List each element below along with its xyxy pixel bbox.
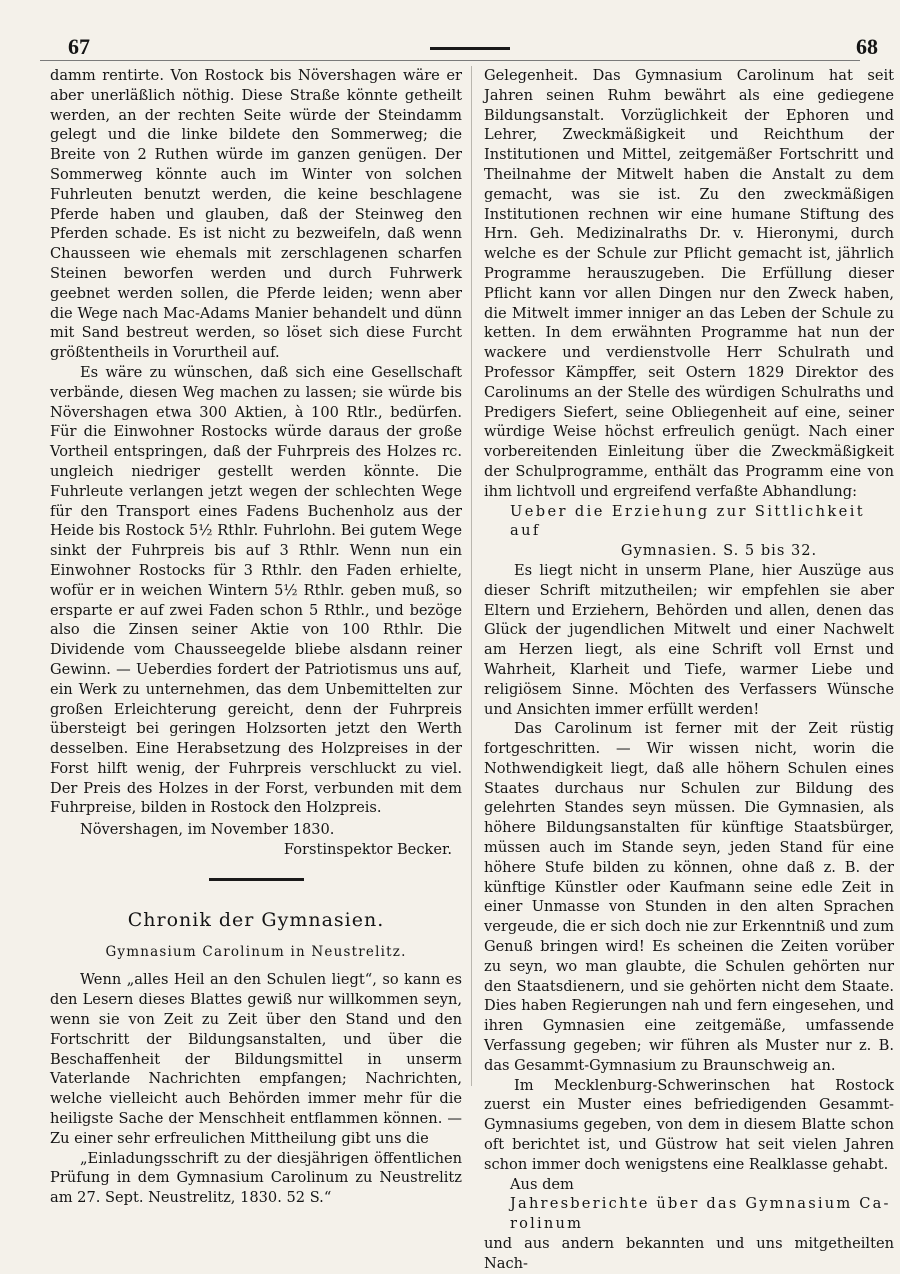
- treatise-title-line-1: Ueber die Erziehung zur Sittlichkeit auf: [510, 502, 866, 540]
- signature-place: Növershagen, im November 1830.: [80, 821, 335, 839]
- right-paragraph-2: Es liegt nicht in unserm Plane, hier Auszüge aus dieser Schrift mitzutheilen; wir empfehlen sie aber Eltern und Erziehern, Behörden und allen, denen das Glück der jugendlichen Mitwelt und einer Nachwelt am Herzen liegt, als eine Schrift voll Ernst und Wahrheit, Klarheit und Tiefe, warmer Liebe und religiösem Sinne. Möchten des Verfassers Wünsche und Ansichten immer erfüllt werden!: [484, 561, 894, 718]
- treatise-title-line-2: Gymnasien. S. 5 bis 32.: [620, 542, 818, 560]
- subsection-title: Gymnasium Carolinum in Neustrelitz.: [105, 943, 407, 960]
- right-paragraph-4: Im Mecklenburg-Schwerinschen hat Rostock zuerst ein Muster eines befriedigenden Gesammt-Gymnasiums gegeben, von dem in diesem Blatte schon oft berichtet ist, und Güstrow hat seit vielen Jahren schon immer doch wenigstens eine Realklasse gehabt.: [484, 1076, 894, 1173]
- header-divider: [40, 60, 860, 61]
- right-paragraph-1: Gelegenheit. Das Gymnasium Carolinum hat seit Jahren seinen Ruhm bewährt als eine gediegene Bildungsanstalt. Vorzüglichkeit der Ephoren und Lehrer, Zweckmäßigkeit und Reichthum der Institutionen und Mittel, zeitgemäßer Fortschritt und Theilnahme der Mitwelt haben die Anstalt zu dem gemacht, was sie ist. Zu den zweckmäßigen Institutionen rechnen wir eine humane Stiftung des Hrn. Geh. Medizinalraths Dr. v. Hieronymi, durch welche es der Schule zur Pflicht gemacht ist, jährlich Programme herauszugeben. Die Erfüllung dieser Pflicht kann vor allen Dingen nur den Zweck haben, die Mitwelt immer inniger an das Leben der Schule zu ketten. In dem erwähnten Programme hat nun der wackere und verdienstvolle Herr Schulrath und Professor Kämpffer, seit Ostern 1829 Direktor des Carolinums an der Stelle des würdigen Schulraths und Predigers Siefert, seine Obliegenheit auf eine, seiner würdige Weise höchst erfreulich genügt. Nach einer vorbereitenden Einleitung über die Zweckmäßigkeit der Schulprogramme, enthält das Programm eine von ihm lichtvoll und ergreifend verfaßte Abhandlung:: [484, 67, 894, 500]
- right-column: [484, 66, 894, 1274]
- left-paragraph-1: damm rentirte. Von Rostock bis Növershagen wäre er aber unerläßlich nöthig. Diese Straße könnte getheilt werden, an der rechten Seite würde der Steindamm gelegt und die linke bildete den Sommerweg; die Breite von 2 Ruthen würde im ganzen genügen. Der Sommerweg könnte auch im Winter von solchen Fuhrleuten benutzt werden, die keine beschlagene Pferde haben und glauben, daß der Steinweg den Pferden schade. Es ist nicht zu bezweifeln, daß wenn Chausseen wie ehemals mit zerschlagenen scharfen Steinen beworfen werden und durch Fuhrwerk geebnet werden sollen, die Pferde leiden; wenn aber die Wege nach Mac-Adams Manier behandelt und dünn mit Sand bestreut werden, so löset sich diese Furcht größtentheils in Vorurtheil auf.: [50, 67, 462, 362]
- left-column: [50, 66, 462, 1208]
- right-paragraph-5: und aus andern bekannten und uns mitgetheilten Nach-: [484, 1235, 894, 1272]
- page-number-left: 67: [68, 34, 90, 59]
- column-divider: [471, 66, 472, 1086]
- left-paragraph-3: Wenn „alles Heil an den Schulen liegt“, so kann es den Lesern dieses Blattes gewiß nur willkommen seyn, wenn sie von Zeit zu Zeit über den Stand und den Fortschritt der Bildungsanstalten, und über die Beschaffenheit der Bildungsmittel in unserm Vaterlande Nachrichten empfangen; Nachrichten, welche vielleicht auch Behörden immer mehr für die heiligste Sache der Menschheit entflammen können. — Zu einer sehr erfreulichen Mittheilung gibt uns die: [50, 971, 462, 1147]
- section-title: Chronik der Gymnasien.: [127, 908, 385, 931]
- left-paragraph-2: Es wäre zu wünschen, daß sich eine Gesellschaft verbände, diesen Weg machen zu lassen; sie würde bis Növershagen etwa 300 Aktien, à 100 Rtlr., bedürfen. Für die Einwohner Rostocks würde daraus der große Vortheil entspringen, daß der Fuhrpreis des Holzes rc. ungleich niedriger gestellt werden könnte. Die Fuhrleute verlangen jetzt wegen der schlechten Wege für den Transport eines Fadens Buchenholz aus der Heide bis Rostock 5½ Rthlr. Fuhrlohn. Bei gutem Wege sinkt der Fuhrpreis bis auf 3 Rthlr. Wenn nun ein Einwohner Rostocks für 3 Rthlr. den Faden erhielte, wofür er in weichen Wintern 5½ Rthlr. geben muß, so ersparte er auf zwei Faden schon 5 Rthlr., und bezöge also die Zinsen seiner Aktie von 100 Rthlr. Die Dividende vom Chausseegelde bliebe alsdann reiner Gewinn. — Ueberdies fordert der Patriotismus uns auf, ein Werk zu unternehmen, das dem Unbemittelten zur großen Erleichterung gereicht, denn der Fuhrpreis übersteigt bei geringen Holzsorten jetzt den Werth desselben. Eine Herabsetzung des Holzpreises in der Forst hilft wenig, der Fuhrpreis verschluckt zu viel. Der Preis des Holzes in der Forst, verbunden mit dem Fuhrpreise, bilden in Rostock den Holzpreis.: [50, 363, 462, 817]
- annual-report-title-line-1: Jahresberichte über das Gymnasium Ca-: [510, 1195, 891, 1213]
- section-separator: [209, 878, 304, 881]
- program-citation: „Einladungsschrift zu der diesjährigen öffentlichen Prüfung in dem Gymnasium Carolinum zu Neustrelitz am 27. Sept. Neustrelitz, 1830. 52 S.“: [50, 1149, 462, 1207]
- annual-report-title-line-2: rolinum: [510, 1215, 584, 1233]
- page-number-right: 68: [856, 34, 878, 59]
- signature-name: Forstinspektor Becker.: [283, 841, 452, 859]
- aus-dem-line: Aus dem: [510, 1175, 574, 1193]
- right-paragraph-3: Das Carolinum ist ferner mit der Zeit rüstig fortgeschritten. — Wir wissen nicht, worin die Nothwendigkeit liegt, daß alle höhern Schulen eines Staates durchaus nur Schulen zur Bildung des gelehrten Standes seyn müssen. Die Gymnasien, als höhere Bildungsanstalten für künftige Staatsbürger, müssen auch im Stande seyn, jeden Stand für eine höhere Stufe bilden zu können, ohne daß z. B. der künftige Künstler oder Kaufmann seine edle Zeit in einer Unmasse von Stunden in den alten Sprachen vergeude, die er sich doch nie zur Erkenntniß und zum Genuß bringen wird! Es scheinen die Zeiten vorüber zu seyn, wo man glaubte, die Schulen gehörten nur den Staatsdienern, und sie gehörten nicht dem Staate. Dies haben Regierungen nah und fern eingesehen, und ihren Gymnasien eine zeitgemäße, umfassende Verfassung gegeben; wir führen als Muster nur z. B. das Gesammt-Gymnasium zu Braunschweig an.: [484, 720, 894, 1074]
- header-rule-center: [430, 47, 510, 50]
